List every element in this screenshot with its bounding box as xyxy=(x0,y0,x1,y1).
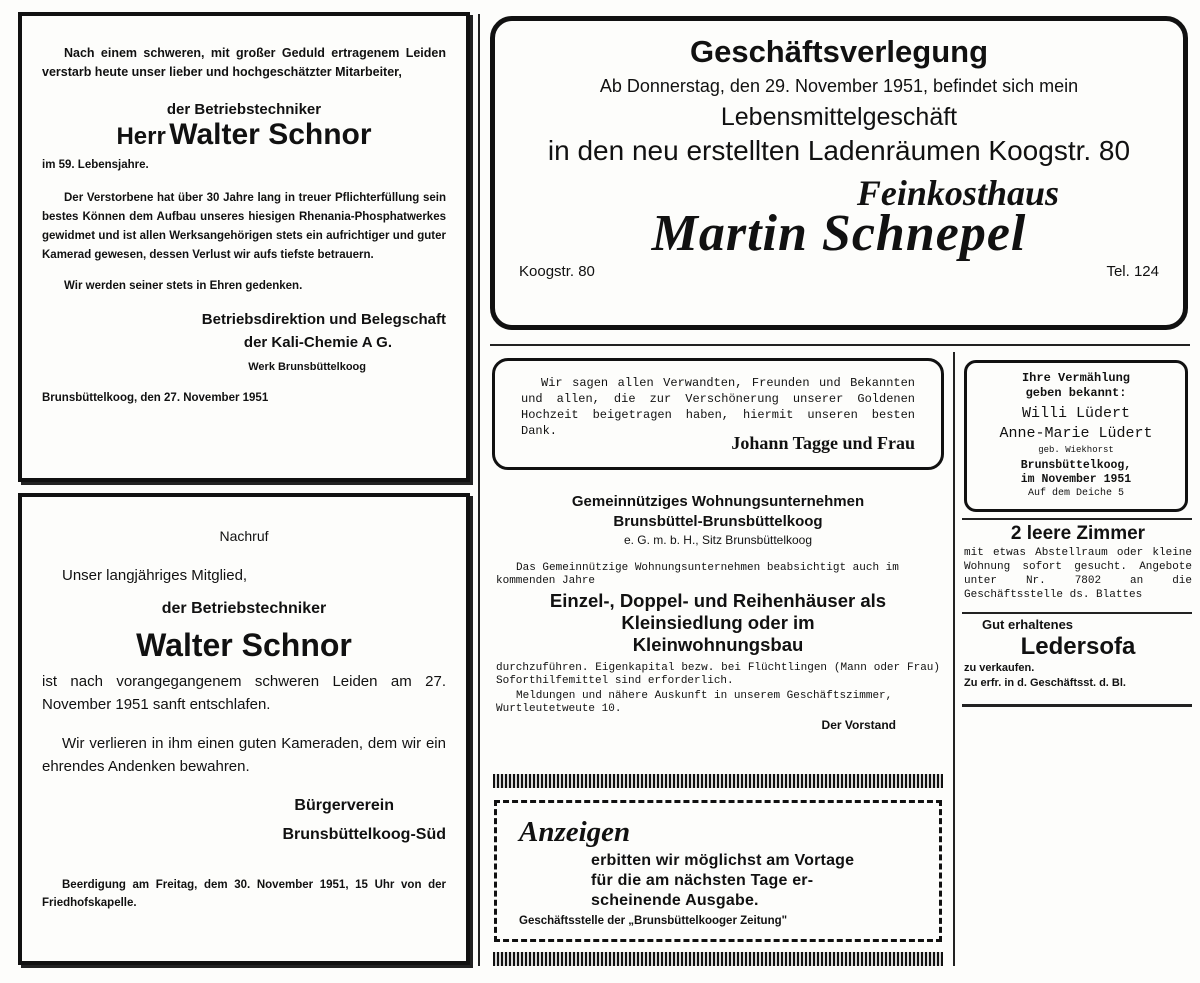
obituary-signature-line3: Werk Brunsbüttelkoog xyxy=(248,361,366,373)
sofa-headline: Ledersofa xyxy=(1020,633,1136,660)
wedding-maiden-name: geb. Wiekhorst xyxy=(1038,445,1114,455)
housing-org-line2: Brunsbüttel-Brunsbüttelkoog xyxy=(613,513,823,530)
obituary-club-role: der Betriebstechniker xyxy=(161,600,327,617)
wedding-ad xyxy=(964,360,1188,512)
wedding-address: Auf dem Deiche 5 xyxy=(1027,488,1124,499)
housing-highlight-line3: Kleinwohnungsbau xyxy=(632,634,804,655)
thanks-text: Wir sagen allen Verwandten, Freunden und Bekannten und allen, die zur Verschönerung unserer Goldenen Hochzeit beigetragen haben, hiermit unseren besten Dank. xyxy=(521,376,915,438)
housing-org-line1: Gemeinnütziges Wohnungsunternehmen xyxy=(571,493,865,510)
relocation-line1: Ab Donnerstag, den 29. November 1951, befindet sich mein xyxy=(599,76,1079,96)
thanks-ad xyxy=(492,358,944,470)
wedding-date: im November 1951 xyxy=(1020,473,1132,486)
sofa-sale-ad xyxy=(964,616,1192,700)
relocation-address: Koogstr. 80 xyxy=(519,263,595,280)
obituary-club-body: ist nach vorangegangenem schweren Leiden am 27. November 1951 sanft entschlafen. xyxy=(42,673,446,713)
obituary-age: im 59. Lebensjahre. xyxy=(42,159,149,171)
notice-line1: erbitten wir möglichst am Vortage xyxy=(591,852,855,869)
horizontal-rule-top-right xyxy=(490,344,1190,346)
obituary-place-date: Brunsbüttelkoog, den 27. November 1951 xyxy=(42,392,269,404)
housing-ad xyxy=(492,486,944,754)
housing-highlight-line2: Kleinsiedlung oder im xyxy=(621,612,815,633)
relocation-shop-name: Martin Schnepel xyxy=(651,205,1027,262)
wedding-intro-line1: Ihre Vermählung xyxy=(1021,371,1131,385)
relocation-phone: Tel. 124 xyxy=(1106,263,1159,280)
rooms-text: mit etwas Abstellraum oder kleine Wohnung sofort gesucht. Angebote unter Nr. 7802 an die Geschäftsstelle ds. Blattes xyxy=(964,547,1192,601)
relocation-line3: in den neu erstellten Ladenräumen Koogstr. 80 xyxy=(547,135,1131,166)
obituary-club-closing: Wir verlieren in ihm einen guten Kameraden, dem wir ein ehrendes Andenken bewahren. xyxy=(42,735,446,775)
column-rule-left xyxy=(478,14,480,966)
housing-highlight-line1: Einzel-, Doppel- und Reihenhäuser als xyxy=(549,590,887,611)
obituary-signature-line2: der Kali-Chemie A G. xyxy=(243,334,392,351)
wedding-intro-line2: geben bekannt: xyxy=(1025,386,1127,400)
rooms-wanted-ad xyxy=(964,522,1192,610)
sofa-line2: Zu erfr. in d. Geschäftsst. d. Bl. xyxy=(964,677,1126,689)
hatched-divider xyxy=(493,952,943,966)
notice-title: Anzeigen xyxy=(519,816,631,848)
obituary-club-intro: Unser langjähriges Mitglied, xyxy=(62,567,248,584)
notice-body xyxy=(519,851,919,911)
thanks-signature: Johann Tagge und Frau xyxy=(731,433,915,453)
obituary-role: der Betriebstechniker xyxy=(166,101,322,118)
housing-org-line3: e. G. m. b. H., Sitz Brunsbüttelkoog xyxy=(623,533,813,547)
obituary-company-ad xyxy=(18,12,470,482)
sofa-line1: zu verkaufen. xyxy=(964,662,1035,674)
horizontal-rule-right-3 xyxy=(962,704,1192,707)
relocation-ad xyxy=(490,16,1188,330)
column-rule-right xyxy=(953,352,955,966)
relocation-footer xyxy=(519,263,1159,280)
obituary-club-signature-line2: Brunsbüttelkoog-Süd xyxy=(282,826,446,843)
notice-footer: Geschäftsstelle der „Brunsbüttelkooger Zeitung" xyxy=(519,915,788,927)
obituary-club-funeral: Beerdigung am Freitag, dem 30. November 1951, 15 Uhr von der Friedhofskapelle. xyxy=(42,879,446,909)
obituary-name-prefix: Herr xyxy=(116,123,166,150)
obituary-body: Der Verstorbene hat über 30 Jahre lang in treuer Pflichterfüllung sein bestes Können dem Aufbau unseres hiesigen Rhenania-Phosphatwerkes gewidmet und ist allen Werksangehörigen stets ein aufrichtiger und guter Kamerad gewesen, dessen Verlust wir aufs tiefste betrauern. xyxy=(42,192,446,261)
housing-intro: Das Gemeinnützige Wohnungsunternehmen beabsichtigt auch im kommenden Jahre xyxy=(496,562,899,587)
obituary-name: Walter Schnor xyxy=(169,118,372,151)
housing-contact: Meldungen und nähere Auskunft in unserem Geschäftszimmer, Wurtleutetweute 10. xyxy=(496,690,893,715)
wedding-groom: Willi Lüdert xyxy=(1021,405,1131,422)
obituary-club-signature-line1: Bürgerverein xyxy=(294,797,394,814)
notice-ad xyxy=(494,800,942,942)
wedding-place: Brunsbüttelkoog, xyxy=(1020,459,1132,472)
horizontal-rule-right-2 xyxy=(962,612,1192,614)
obituary-intro: Nach einem schweren, mit großer Geduld ertragenem Leiden verstarb heute unser lieber und hochgeschätzter Mitarbeiter, xyxy=(42,46,446,79)
horizontal-rule-right-1 xyxy=(962,518,1192,520)
notice-line3: scheinende Ausgabe. xyxy=(591,892,759,909)
hatched-divider xyxy=(493,774,943,788)
obituary-club-heading: Nachruf xyxy=(219,528,269,544)
obituary-signature-line1: Betriebsdirektion und Belegschaft xyxy=(201,311,446,328)
housing-body: durchzuführen. Eigenkapital bezw. bei Flüchtlingen (Mann oder Frau) Soforthilfemittel sind erforderlich. xyxy=(496,662,940,687)
obituary-club-ad xyxy=(18,493,470,965)
obituary-club-name: Walter Schnor xyxy=(136,627,352,663)
housing-signature: Der Vorstand xyxy=(821,718,896,732)
wedding-bride: Anne-Marie Lüdert xyxy=(999,425,1153,442)
rooms-headline: 2 leere Zimmer xyxy=(1010,523,1146,544)
notice-line2: für die am nächsten Tage er- xyxy=(591,872,814,889)
relocation-title: Geschäftsverlegung xyxy=(689,34,989,69)
obituary-name-line xyxy=(42,118,446,151)
relocation-line2: Lebensmittelgeschäft xyxy=(720,103,958,131)
relocation-shop-type: Feinkosthaus xyxy=(856,173,1059,213)
obituary-closing: Wir werden seiner stets in Ehren gedenken. xyxy=(64,280,303,292)
sofa-intro: Gut erhaltenes xyxy=(982,617,1074,632)
